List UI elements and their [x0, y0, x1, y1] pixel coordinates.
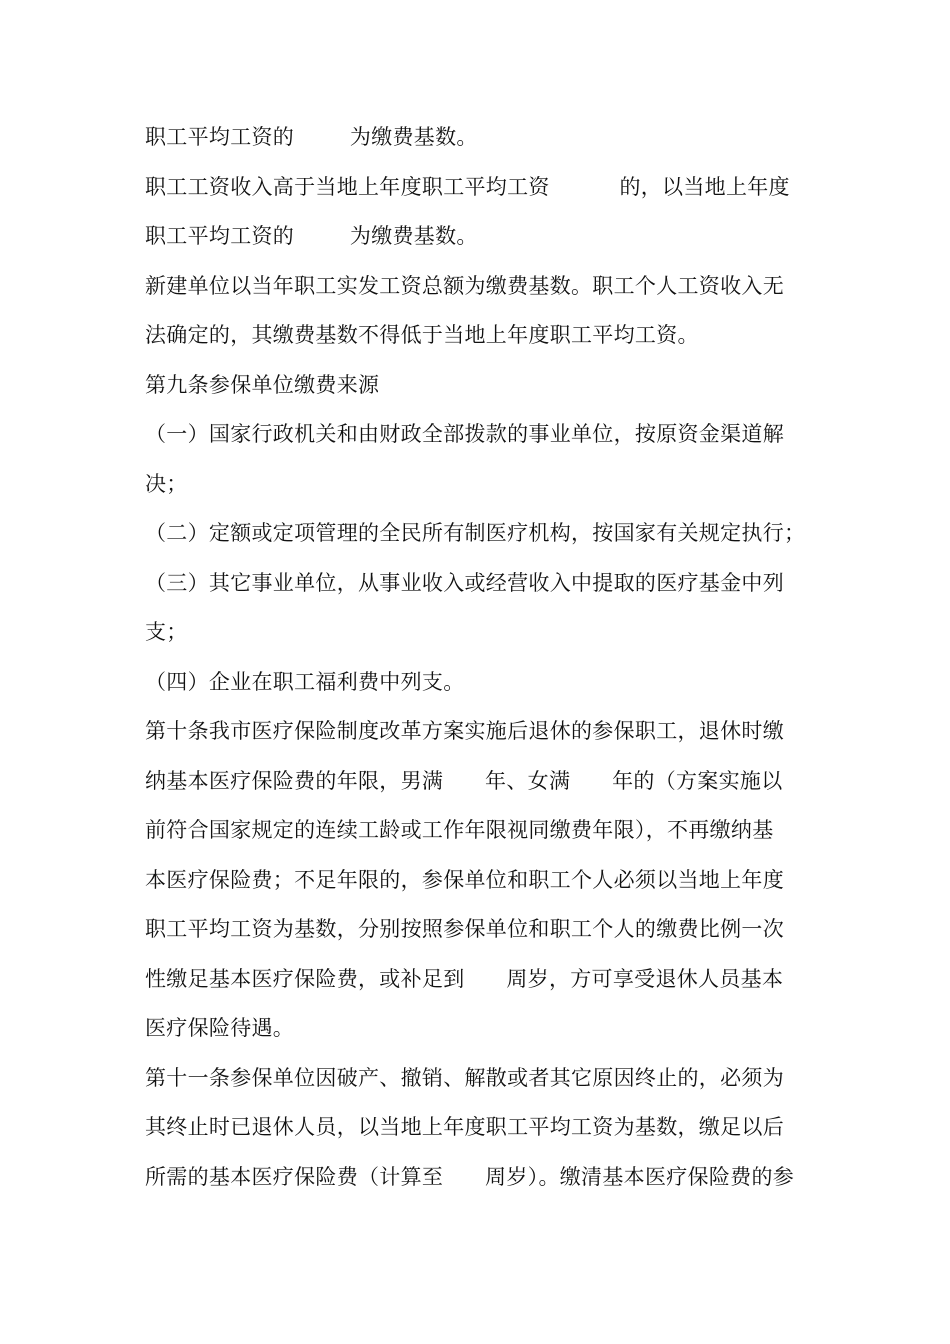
text-line: 第十条我市医疗保险制度改革方案实施后退休的参保职工，退休时缴 [145, 719, 784, 743]
text-line: 本医疗保险费；不足年限的，参保单位和职工个人必须以当地上年度 [145, 867, 784, 892]
text-line: 法确定的，其缴费基数不得低于当地上年度职工平均工资。 [145, 323, 699, 347]
text-line: 所需的基本医疗保险费（计算至 周岁）。缴清基本医疗保险费的参 [145, 1164, 795, 1189]
text-line: 支； [145, 620, 188, 644]
text-line: 第十一条参保单位因破产、撤销、解散或者其它原因终止的，必须为 [145, 1065, 784, 1090]
text-line: （一）国家行政机关和由财政全部拨款的事业单位，按原资金渠道解 [145, 422, 784, 446]
text-line: 职工平均工资的 为缴费基数。 [145, 224, 478, 248]
text-line: （二）定额或定项管理的全民所有制医疗机构，按国家有关规定执行； [145, 521, 806, 545]
text-line: 新建单位以当年职工实发工资总额为缴费基数。职工个人工资收入无 [145, 273, 784, 298]
text-line: 其终止时已退休人员，以当地上年度职工平均工资为基数，缴足以后 [145, 1115, 784, 1139]
text-line: 职工平均工资的 为缴费基数。 [145, 125, 478, 149]
text-line: 前符合国家规定的连续工龄或工作年限视同缴费年限），不再缴纳基 [145, 818, 774, 842]
text-line: 职工工资收入高于当地上年度职工平均工资 的，以当地上年度 [145, 174, 790, 199]
article-heading: 第九条参保单位缴费来源 [145, 372, 380, 397]
text-line: 决； [145, 471, 188, 496]
text-line: 性缴足基本医疗保险费，或补足到 周岁，方可享受退休人员基本 [145, 966, 784, 991]
text-line: 纳基本医疗保险费的年限，男满 年、女满 年的（方案实施以 [145, 768, 783, 793]
body-text [145, 113, 815, 1202]
text-line: 医疗保险待遇。 [145, 1016, 295, 1040]
text-line: （三）其它事业单位，从事业收入或经营收入中提取的医疗基金中列 [145, 570, 784, 595]
text-line: 职工平均工资为基数，分别按照参保单位和职工个人的缴费比例一次 [145, 917, 784, 941]
text-line: （四）企业在职工福利费中列支。 [145, 669, 465, 694]
